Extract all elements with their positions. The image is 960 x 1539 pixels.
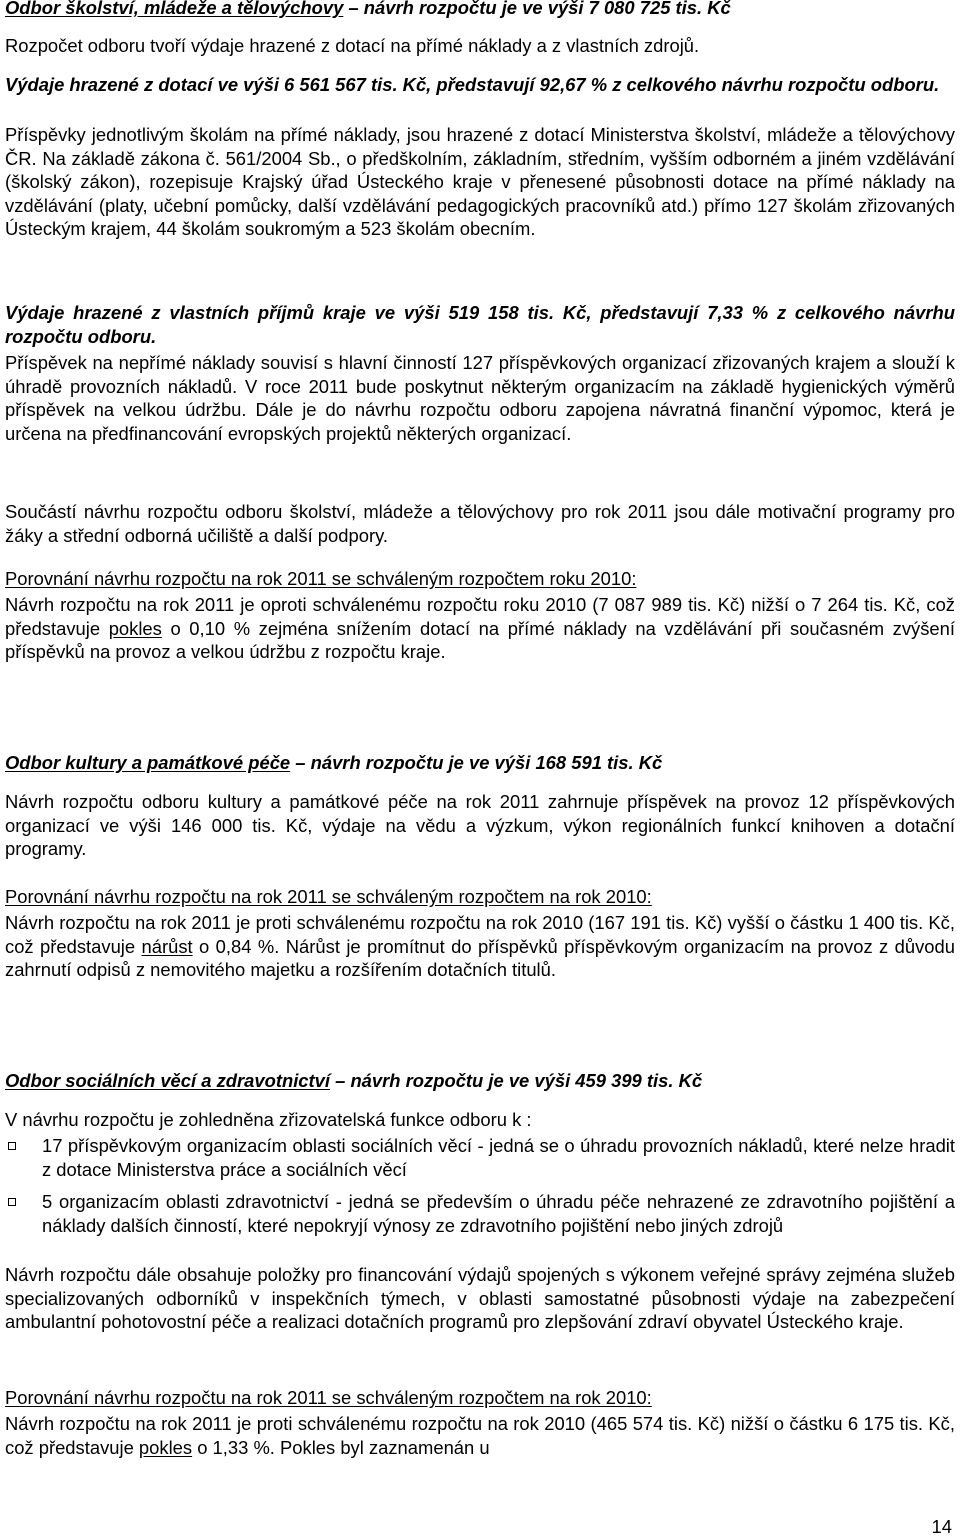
paragraph: Součástí návrhu rozpočtu odboru školství, mládeže a tělovýchovy pro rok 2011 jsou dále motivační programy pro žáky a střední odborná učiliště a další podpory. — [5, 501, 955, 546]
list-item: 17 příspěvkovým organizacím oblasti sociálních věcí - jedná se o úhradu provozních nákladů, které nelze hradit z dotace Ministerstva práce a sociálních věcí — [5, 1134, 955, 1181]
square-bullet-icon — [8, 1198, 16, 1206]
page-number: 14 — [931, 1516, 952, 1537]
paragraph-bold: Výdaje hrazené z dotací ve výši 6 561 567 tis. Kč, představují 92,67 % z celkového návrhu rozpočtu odboru. — [5, 74, 940, 95]
section-title-kultura: Odbor kultury a památkové péče – návrh rozpočtu je ve výši 168 591 tis. Kč — [5, 752, 663, 773]
paragraph: Příspěvky jednotlivým školám na přímé náklady, jsou hrazené z dotací Ministerstva školství, mládeže a tělovýchovy ČR. Na základě zákona č. 561/2004 Sb., o předškolním, základním, středním, vyšším odborném a jiném vzdělávání (školský zákon), rozepisuje Krajský úřad Ústeckého kraje v přenesené působnosti dotace na přímé náklady na vzdělávání (platy, učební pomůcky, další vzdělávání pedagogických pracovníků atd.) přímo 127 školám zřizovaných Ústeckým krajem, 44 školám soukromým a 523 školám obecním. — [5, 124, 955, 240]
section-title-skolstvi: Odbor školství, mládeže a tělovýchovy – návrh rozpočtu je ve výši 7 080 725 tis. Kč — [5, 0, 731, 18]
paragraph-bold: Výdaje hrazené z vlastních příjmů kraje ve výši 519 158 tis. Kč, představují 7,33 % z celkového návrhu rozpočtu odboru. — [5, 302, 955, 347]
comparison-heading: Porovnání návrhu rozpočtu na rok 2011 se schváleným rozpočtem roku 2010: — [5, 568, 637, 589]
comparison-paragraph: Návrh rozpočtu na rok 2011 je proti schválenému rozpočtu na rok 2010 (465 574 tis. Kč) nižší o částku 6 175 tis. Kč, což představuje pokles o 1,33 %. Pokles byl zaznamenán u — [5, 1413, 955, 1458]
comparison-heading: Porovnání návrhu rozpočtu na rok 2011 se schváleným rozpočtem na rok 2010: — [5, 886, 652, 907]
paragraph: Návrh rozpočtu dále obsahuje položky pro financování výdajů spojených s výkonem veřejné správy zejména služeb specializovaných odborníků v inspekčních týmech, v oblasti samostatné působnosti výdaje na zabezpečení ambulantní pohotovostní péče a realizaci dotačních programů pro zlepšování zdraví obyvatel Ústeckého kraje. — [5, 1264, 955, 1333]
comparison-paragraph: Návrh rozpočtu na rok 2011 je proti schválenému rozpočtu na rok 2010 (167 191 tis. Kč) vyšší o částku 1 400 tis. Kč, což představuje nárůst o 0,84 %. Nárůst je promítnut do příspěvků příspěvkovým organizacím na provoz z důvodu zahrnutí odpisů z nemovitého majetku a rozšířením dotačních titulů. — [5, 912, 955, 981]
square-bullet-icon — [8, 1142, 16, 1150]
paragraph: Příspěvek na nepřímé náklady souvisí s hlavní činností 127 příspěvkových organizací zřizovaných krajem a slouží k úhradě provozních nákladů. V roce 2011 bude poskytnut některým organizacím na základě hygienických výměrů příspěvek na velkou údržbu. Dále je do návrhu rozpočtu odboru zapojena návratná finanční výpomoc, která je určena na předfinancování evropských projektů některých organizací. — [5, 352, 955, 444]
paragraph: V návrhu rozpočtu je zohledněna zřizovatelská funkce odboru k : — [5, 1109, 532, 1130]
comparison-paragraph: Návrh rozpočtu na rok 2011 je oproti schválenému rozpočtu roku 2010 (7 087 989 tis. Kč) nižší o 7 264 tis. Kč, což představuje pokles o 0,10 % zejména snížením dotací na přímé náklady na vzdělávání při současném zvýšení příspěvků na provoz a velkou údržbu z rozpočtu kraje. — [5, 594, 955, 663]
comparison-heading: Porovnání návrhu rozpočtu na rok 2011 se schváleným rozpočtem na rok 2010: — [5, 1387, 652, 1408]
paragraph: Návrh rozpočtu odboru kultury a památkové péče na rok 2011 zahrnuje příspěvek na provoz 12 příspěvkových organizací ve výši 146 000 tis. Kč, výdaje na vědu a výzkum, výkon regionálních funkcí knihoven a dotační programy. — [5, 791, 955, 860]
paragraph: Rozpočet odboru tvoří výdaje hrazené z dotací na přímé náklady a z vlastních zdrojů. — [5, 35, 700, 56]
list-item: 5 organizacím oblasti zdravotnictví - jedná se především o úhradu péče nehrazené ze zdravotního pojištění a náklady dalších činností, které nepokryjí výnosy ze zdravotního pojištění nebo jiných zdrojů — [5, 1190, 955, 1237]
section-title-socialni: Odbor sociálních věcí a zdravotnictví – návrh rozpočtu je ve výši 459 399 tis. Kč — [5, 1070, 703, 1091]
